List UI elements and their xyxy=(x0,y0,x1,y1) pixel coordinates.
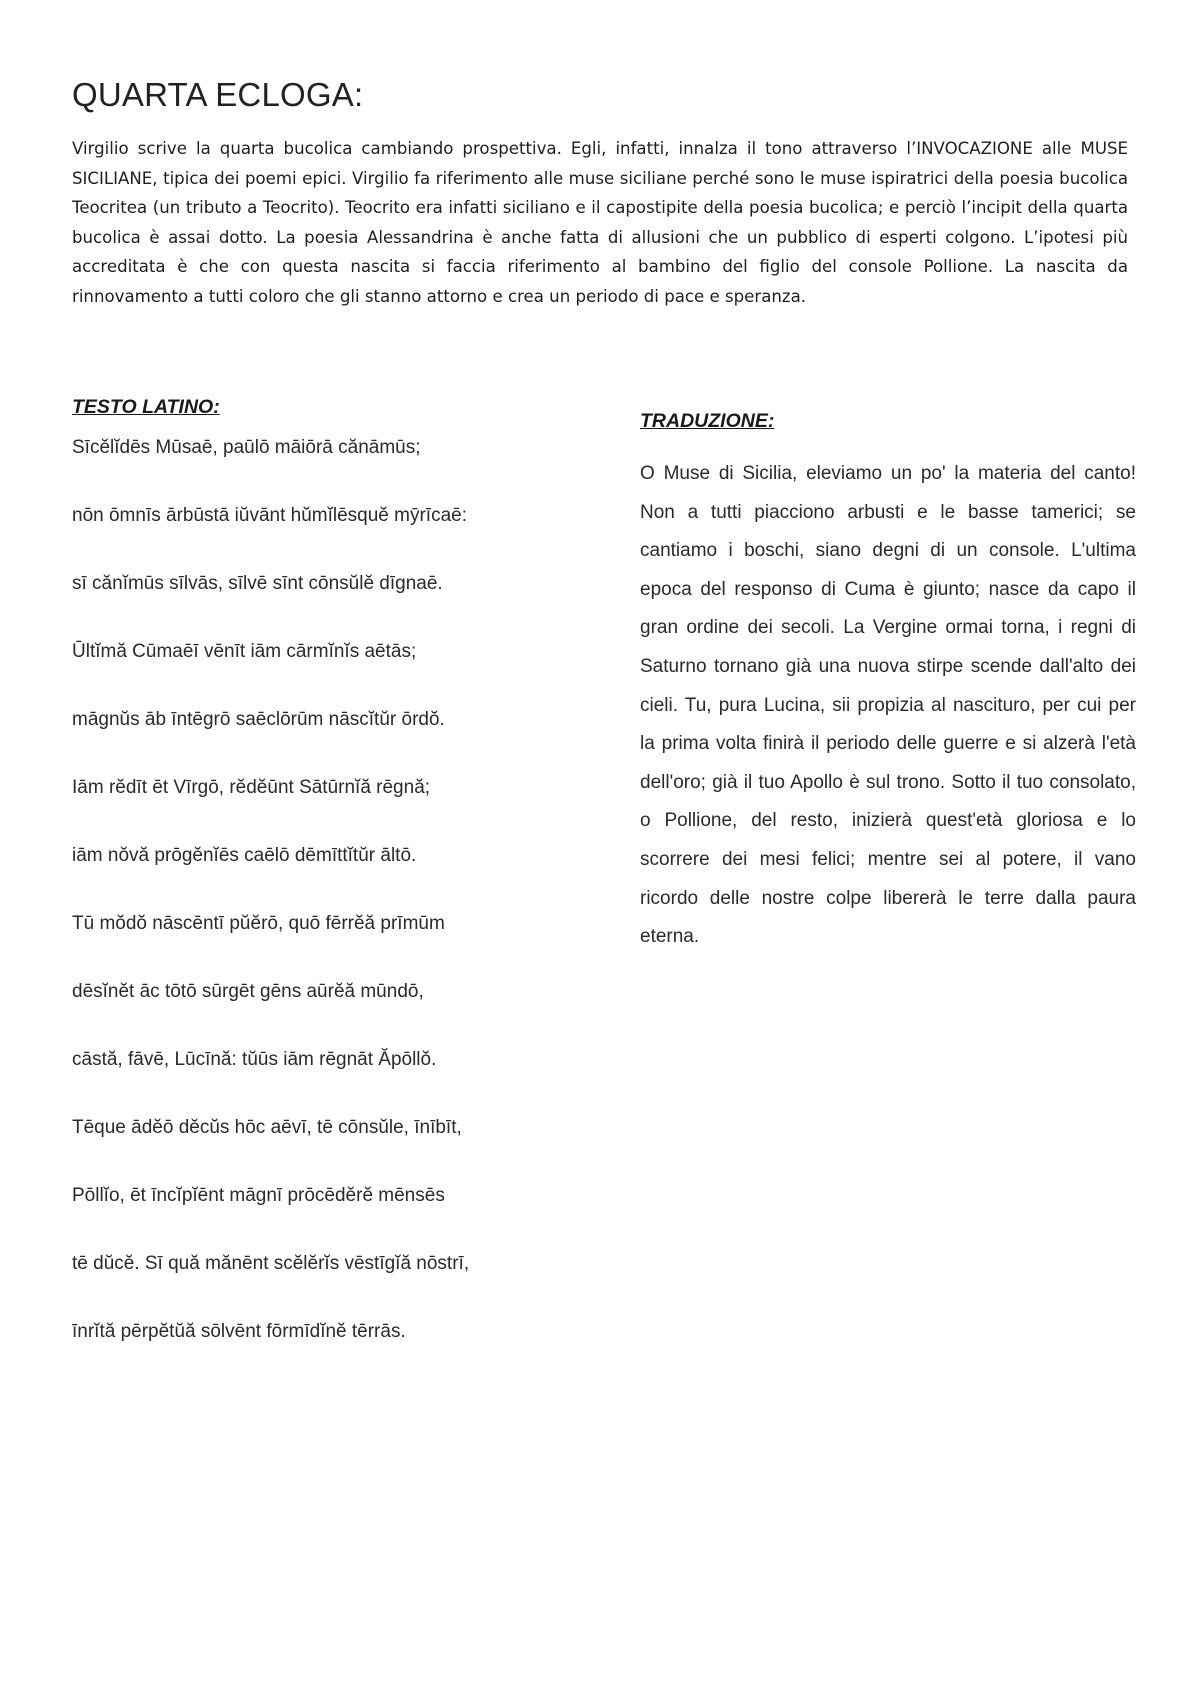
latin-verse-line: iām nŏvă prōgĕnĭēs caēlō dēmīttĭtŭr āltō. xyxy=(72,845,417,866)
latin-verse-line: sī cănĭmūs sīlvās, sīlvē sīnt cōnsŭlĕ dīgnaē. xyxy=(72,573,443,594)
latin-verse-line: cāstă, fāvē, Lūcīnă: tŭūs iām rēgnāt Ăpōllŏ. xyxy=(72,1049,437,1070)
translation-column xyxy=(640,410,1136,957)
latin-verse-line: Ūltĭmă Cūmaēī vēnīt iām cārmĭnĭs aētās; xyxy=(72,641,417,662)
latin-verse-line: Tēque ādĕō dĕcŭs hōc aēvī, tē cōnsŭle, īnībīt, xyxy=(72,1117,462,1138)
latin-verse-line: Sīcĕlĭdēs Mūsaē, paūlō māiōrā cănāmūs; xyxy=(72,437,421,458)
latin-verse-line: Iām rĕdīt ēt Vīrgō, rĕdĕūnt Sātūrnĭă rēgnă; xyxy=(72,777,431,798)
latin-verse-line: Tū mŏdŏ nāscēntī pŭĕrō, quō fērrĕă prīmūm xyxy=(72,913,445,934)
latin-heading: TESTO LATINO: xyxy=(72,396,220,418)
page-title: QUARTA ECLOGA: xyxy=(72,76,364,113)
latin-verse-line: dēsĭnĕt āc tōtō sūrgēt gēns aūrĕă mūndō, xyxy=(72,981,424,1002)
latin-verse-line: tē dŭcĕ. Sī quă mănēnt scĕlĕrĭs vēstīgĭă nōstrī, xyxy=(72,1253,470,1274)
intro-paragraph: Virgilio scrive la quarta bucolica cambiando prospettiva. Egli, infatti, innalza il tono attraverso l’INVOCAZIONE alle MUSE SICILIANE, tipica dei poemi epici. Virgilio fa riferimento alle muse siciliane perché sono le muse ispiratrici della poesia bucolica Teocritea (un tributo a Teocrito). Teocrito era infatti siciliano e il capostipite della poesia bucolica; e perciò l’incipit della quarta bucolica è assai dotto. La poesia Alessandrina è anche fatta di allusioni che un pubblico di esperti colgono. L’ipotesi più accreditata è che con questa nascita si faccia riferimento al bambino del figlio del console Pollione. La nascita da rinnovamento a tutti coloro che gli stanno attorno e crea un periodo di pace e speranza. xyxy=(72,139,1128,306)
latin-verse-list xyxy=(72,431,592,1383)
translation-heading: TRADUZIONE: xyxy=(640,410,775,432)
latin-verse-line: īnrĭtă pērpĕtŭă sōlvēnt fōrmīdĭnĕ tērrās. xyxy=(72,1321,406,1342)
latin-verse-line: māgnŭs āb īntēgrō saēclōrūm nāscĭtŭr ōrdŏ. xyxy=(72,709,445,730)
latin-verse-line: nōn ōmnīs ārbūstā iŭvānt hŭmĭlēsquĕ mȳrīcaē: xyxy=(72,505,467,526)
latin-verse-line: Pōllĭo, ēt īncĭpĭēnt māgnī prōcēdĕrĕ mēnsēs xyxy=(72,1185,445,1206)
latin-column xyxy=(72,396,592,1383)
translation-paragraph: O Muse di Sicilia, eleviamo un po' la materia del canto! Non a tutti piacciono arbusti e le basse tamerici; se cantiamo i boschi, siano degni di un console. L'ultima epoca del responso di Cuma è giunto; nasce da capo il gran ordine dei secoli. La Vergine ormai torna, i regni di Saturno tornano già una nuova stirpe scende dall'alto dei cieli. Tu, pura Lucina, sii propizia al nascituro, per cui per la prima volta finirà il periodo delle guerre e si alzerà l'età dell'oro; già il tuo Apollo è sul trono. Sotto il tuo consolato, o Pollione, del resto, inizierà quest'età gloriosa e lo scorrere dei mesi felici; mentre sei al potere, il vano ricordo delle nostre colpe libererà le terre dalla paura eterna. xyxy=(640,463,1136,948)
